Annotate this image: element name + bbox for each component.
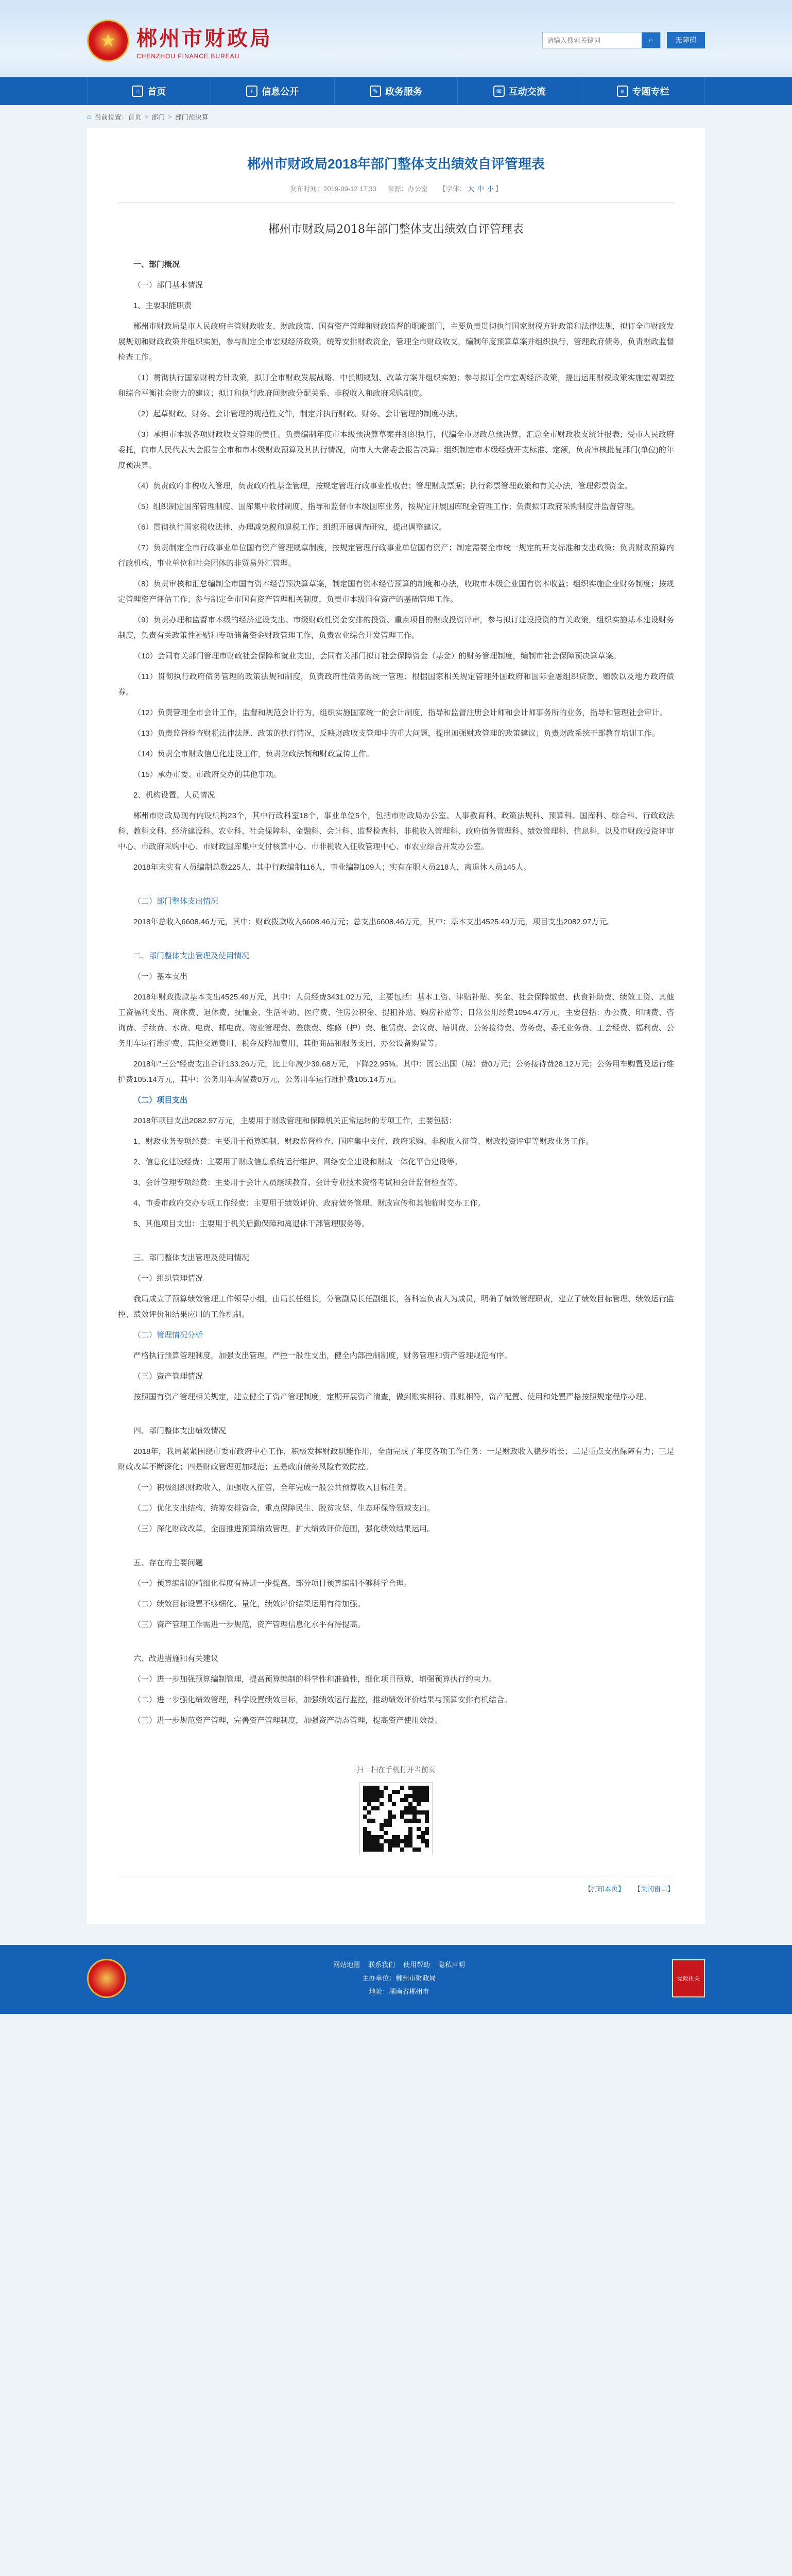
print-button[interactable]: 【打印本页】: [584, 1885, 625, 1893]
barrier-free-button[interactable]: 无障碍: [667, 32, 705, 48]
footer-link[interactable]: 使用帮助: [403, 1961, 431, 1969]
article-paragraph: （10）会同有关部门管理市财政社会保障和就业支出，会同有关部门拟订社会保障资金（基金）的财务管理制度，编制市社会保障预决算草案。: [133, 652, 621, 660]
document-subtitle: 郴州市财政局2018年部门整体支出绩效自评管理表: [268, 223, 524, 236]
article-paragraph: （二）部门整体支出情况: [133, 897, 219, 906]
article-paragraph: 2018年末实有人员编制总数225人，其中行政编制116人，事业编制109人；实有在职人员218人，离退休人员145人。: [133, 863, 531, 872]
qr-title: 扫一扫在手机打开当前页: [356, 1766, 436, 1774]
article-paragraph: 2018年项目支出2082.97万元，主要用于财政管理和保障机关正常运转的专项工作，主要包括：: [133, 1116, 457, 1125]
gov-badge[interactable]: 党政机关: [672, 1959, 705, 1997]
search-input[interactable]: [543, 33, 642, 47]
breadcrumb-separator: >: [168, 112, 172, 121]
article-paragraph: 2018年，我局紧紧围绕市委市政府中心工作，积极发挥财政职能作用，全面完成了年度各项工作任务：一是财政收入稳步增长；二是重点支出保障有力；三是财政改革不断深化；四是财政管理更加规范；五是政府债务风险有效防控。: [118, 1447, 674, 1471]
search-box: [542, 32, 661, 48]
article-paragraph: （15）承办市委、市政府交办的其他事项。: [133, 770, 281, 779]
article-paragraph: 2、信息化建设经费：主要用于财政信息系统运行维护、网络安全建设和财政一体化平台建设等。: [133, 1158, 462, 1166]
article-paragraph: （4）负责政府非税收入管理，负责政府性基金管理，按规定管理行政事业性收费；管理财政票据；执行彩票管理政策和有关办法，管理彩票资金。: [133, 482, 632, 490]
footer-address: 地址：湖南省郴州市: [369, 1988, 429, 1995]
article-paragraph: （二）项目支出: [133, 1096, 188, 1105]
footer-links: [142, 1958, 657, 1972]
nav-item-0[interactable]: [87, 77, 211, 105]
breadcrumb-budget[interactable]: 部门预决算: [175, 113, 209, 121]
qr-area: [118, 1765, 674, 1855]
font-size-small[interactable]: 小: [487, 185, 494, 193]
site-title: 郴州市财政局: [136, 26, 272, 50]
article-body: [118, 257, 674, 1728]
nav-item-label: 信息公开: [262, 87, 299, 97]
article-paragraph: 1、财政业务专项经费：主要用于预算编制、财政监督检查、国库集中支付、政府采购、非税收入征管、财政投资评审等财政业务工作。: [133, 1137, 594, 1146]
nav-item-2[interactable]: [335, 77, 458, 105]
site-header: [0, 0, 792, 77]
article-paragraph: （二）绩效目标设置不够细化、量化，绩效评价结果运用有待加强。: [133, 1600, 366, 1608]
nav-item-label: 政务服务: [385, 87, 422, 97]
footer-link[interactable]: 隐私声明: [438, 1961, 466, 1969]
nav-item-label: 专题专栏: [632, 87, 669, 97]
article-paragraph: （7）负责制定全市行政事业单位国有资产管理规章制度，按规定管理行政事业单位国有资产；制定需要全市统一规定的开支标准和支出政策；负责财政预算内行政机构、事业单位和社会团体的非贸易外汇管理。: [118, 544, 674, 568]
search-icon: ⌕: [648, 36, 653, 44]
article-paragraph: 四、部门整体支出绩效情况: [133, 1427, 227, 1435]
nav-item-label: 互动交流: [508, 87, 546, 97]
qr-code-icon: [359, 1782, 433, 1855]
breadcrumb-home[interactable]: 首页: [128, 113, 142, 121]
column-icon: ≡: [617, 86, 628, 97]
font-size-large[interactable]: 大: [467, 185, 474, 193]
article-paragraph: （2）起草财政、财务、会计管理的规范性文件，制定并执行财政、财务、会计管理的制度办法。: [133, 410, 462, 418]
footer-link[interactable]: 联系我们: [368, 1961, 395, 1969]
publish-date: 发布时间：2019-09-12 17:33: [290, 185, 376, 193]
article-paragraph: （三）进一步规范资产管理，完善资产管理制度，加强资产动态管理，提高资产使用效益。: [133, 1716, 443, 1725]
article-paragraph: 三、部门整体支出管理及使用情况: [133, 1253, 250, 1262]
article-paragraph: （12）负责管理全市会计工作，监督和规范会计行为，组织实施国家统一的会计制度，指导和监督注册会计师和会计师事务所的业务，指导和管理社会审计。: [133, 708, 667, 717]
article-paragraph: 3、会计管理专项经费：主要用于会计人员继续教育、会计专业技术资格考试和会计监督检查等。: [133, 1178, 462, 1187]
paragraph-spacer: [118, 1638, 674, 1651]
article-paragraph: （一）组织管理情况: [133, 1274, 203, 1283]
article-card: [87, 128, 705, 1924]
article-paragraph: 2018年总收入6608.46万元，其中：财政拨款收入6608.46万元；总支出6608.46万元，其中：基本支出4525.49万元，项目支出2082.97万元。: [133, 918, 615, 926]
site-footer: [0, 1945, 792, 2014]
article-paragraph: 按照国有资产管理相关规定，建立健全了资产管理制度，定期开展资产清查，做到账实相符、账账相符，资产配置、使用和处置严格按照规定程序办理。: [133, 1393, 651, 1401]
nav-item-4[interactable]: [581, 77, 705, 105]
article-paragraph: （11）贯彻执行政府债务管理的政策法规和制度，负责政府性债务的统一管理；根据国家相关规定管理外国政府和国际金融组织贷款、赠款以及地方政府债券。: [118, 672, 674, 697]
search-button[interactable]: [642, 32, 660, 48]
site-logo[interactable]: [87, 20, 272, 62]
article-paragraph: 郴州市财政局是市人民政府主管财政收支、财政政策、国有资产管理和财政监督的职能部门，主要负责贯彻执行国家财税方针政策和法律法规，拟订全市财政发展规划和财政政策并组织实施，参与制定全市宏观经济政策，统筹安排财政资金，管理全市财政收支，编制年度预算草案并组织执行，管理政府债务，负责财政监督检查工作。: [118, 322, 675, 362]
site-subtitle: CHENZHOU FINANCE BUREAU: [136, 52, 240, 60]
footer-sponsor: 主办单位：郴州市财政局: [362, 1974, 436, 1982]
paragraph-spacer: [118, 1237, 674, 1250]
main-nav: [0, 77, 792, 105]
breadcrumb-separator: >: [144, 112, 149, 121]
breadcrumb-dept[interactable]: 部门: [151, 113, 165, 121]
article-paragraph: 1、主要职能职责: [133, 301, 192, 310]
article-paragraph: （5）组织制定国库管理制度、国库集中收付制度，指导和监督市本级国库业务，按规定开展国库现金管理工作；负责拟订政府采购制度并监督管理。: [133, 502, 640, 511]
article-paragraph: （8）负责审核和汇总编制全市国有资本经营预决算草案，制定国有资本经营预算的制度和办法，收取市本级企业国有资本收益；组织实施企业财务制度；按规定管理资产评估工作；参与制定全市国有资产管理相关制度，负责市本级国有资产的基础管理工作。: [118, 580, 674, 604]
article-paragraph: （二）进一步强化绩效管理，科学设置绩效目标，加强绩效运行监控，推动绩效评价结果与预算安排有机结合。: [133, 1696, 512, 1704]
article-paragraph: 二、部门整体支出管理及使用情况: [133, 952, 250, 960]
article-paragraph: 一、部门概况: [133, 260, 180, 269]
info-icon: i: [246, 86, 257, 97]
paragraph-spacer: [118, 935, 674, 948]
article-paragraph: 4、市委市政府交办专项工作经费：主要用于绩效评价、政府债务管理、财政宣传和其他临时交办工作。: [133, 1199, 486, 1208]
paragraph-spacer: [118, 880, 674, 894]
article-paragraph: （一）基本支出: [133, 972, 188, 981]
article-paragraph: （一）预算编制的精细化程度有待进一步提高，部分项目预算编制不够科学合理。: [133, 1579, 412, 1588]
article-meta: [118, 183, 674, 203]
article-paragraph: （6）贯彻执行国家税收法律，办理减免税和退税工作；组织开展调查研究，提出调整建议。: [133, 523, 447, 532]
close-window-button[interactable]: 【关闭窗口】: [633, 1885, 674, 1893]
chat-icon: ✉: [493, 86, 505, 97]
article-paragraph: （一）进一步加强预算编制管理，提高预算编制的科学性和准确性，细化项目预算，增强预算执行约束力。: [133, 1675, 497, 1684]
article-paragraph: 2018年"三公"经费支出合计133.26万元，比上年减少39.68万元，下降22.95%。其中：因公出国（境）费0万元；公务接待费28.12万元；公务用车购置及运行维护费105.14万元，其中：公务用车购置费0万元，公务用车运行维护费105.14万元。: [118, 1060, 674, 1084]
article-paragraph: （3）承担市本级各项财政收支管理的责任。负责编制年度市本级预决算草案并组织执行，代编全市财政总预决算，汇总全市财政收支统计报表；受市人民政府委托，向市人民代表大会报告全市和市本级财政预算及其执行情况，向市人大常委会报告决算；组织制定市本级经费开支标准、定额，负责审核批复部门(单位)的年度预决算。: [118, 430, 674, 470]
article-paragraph: 五、存在的主要问题: [133, 1558, 203, 1567]
home-icon: ⌂: [132, 86, 143, 97]
location-icon: ⌂: [87, 112, 92, 121]
article-paragraph: 2、机构设置、人员情况: [133, 791, 215, 800]
national-emblem-icon: ★: [87, 20, 129, 62]
nav-item-3[interactable]: [458, 77, 581, 105]
article-source: 来源：办公室: [387, 185, 428, 193]
article-paragraph: 5、其他项目支出：主要用于机关后勤保障和离退休干部管理服务等。: [133, 1219, 370, 1228]
paragraph-spacer: [118, 1410, 674, 1423]
article-paragraph: （9）负责办理和监督市本级的经济建设支出、市级财政性资金安排的投资、重点项目的财政投资评审，参与拟订建设投资的有关政策，组织实施基本建设财务制度，负责有关政策性补贴和专项储备资金财政管理工作，负责农业综合开发管理工作。: [118, 616, 674, 640]
article-paragraph: （1）贯彻执行国家财税方针政策，拟订全市财政发展战略、中长期规划、改革方案并组织实施；参与拟订全市宏观经济政策，提出运用财税政策实施宏观调控和综合平衡社会财力的建议；拟订和执行政府间财政分配关系、非税收入和政府采购制度。: [118, 374, 674, 398]
footer-emblem-icon: [87, 1959, 126, 1998]
article-paragraph: （三）深化财政改革，全面推进预算绩效管理，扩大绩效评价范围，强化绩效结果运用。: [133, 1524, 435, 1533]
article-paragraph: 2018年财政拨款基本支出4525.49万元，其中：人员经费3431.02万元，主要包括：基本工资、津贴补贴、奖金、社会保障缴费、伙食补助费、绩效工资、其他工资福利支出、离休费、退休费、抚恤金、生活补助、医疗费、住房公积金、提租补贴、购房补贴等；日常公用经费1094.47万元，主要包括：办公费、印刷费、咨询费、手续费、水费、电费、邮电费、物业管理费、差旅费、维修（护）费、租赁费、会议费、培训费、公务接待费、劳务费、委托业务费、工会经费、福利费、公务用车运行维护费、其他交通费用、税金及附加费用、其他商品和服务支出、办公设备购置等。: [118, 993, 675, 1048]
font-size-control: 【字体： 大 中 小 】: [439, 185, 502, 193]
nav-item-label: 首页: [147, 87, 166, 97]
footer-link[interactable]: 网站地图: [333, 1961, 360, 1969]
article-paragraph: 郴州市财政局现有内设机构23个，其中行政科室18个，事业单位5个，包括市财政局办公室、人事教育科、政策法规科、预算科、国库科、综合科、行政政法科、教科文科、经济建设科、农业科、社会保障科、金融科、会计科、监督检查科、非税收入管理科、政府债务管理科、绩效管理科、信息科，以及市财政投资评审中心、市政府采购中心、市财政国库集中支付核算中心、市非税收入征收管理中心、市农业综合开发办公室。: [118, 811, 675, 851]
article-paragraph: （二）管理情况分析: [133, 1331, 203, 1340]
article-paragraph: 严格执行预算管理制度，加强支出管理，严控一般性支出，健全内部控制制度，财务管理和资产管理规范有序。: [133, 1351, 512, 1360]
print-bar: [118, 1876, 674, 1893]
font-size-medium[interactable]: 中: [477, 185, 484, 193]
breadcrumb-label: 当前位置：: [94, 113, 128, 121]
article-paragraph: （一）积极组织财政收入，加强收入征管，全年完成一般公共预算收入目标任务。: [133, 1483, 412, 1492]
article-paragraph: （一）部门基本情况: [133, 281, 203, 290]
nav-item-1[interactable]: [211, 77, 335, 105]
breadcrumb: [87, 105, 705, 128]
service-icon: ✎: [370, 86, 381, 97]
article-paragraph: （13）负责监督检查财税法律法规、政策的执行情况，反映财政收支管理中的重大问题，提出加强财政管理的政策建议；负责财政系统干部教育培训工作。: [133, 729, 660, 738]
article-paragraph: （三）资产管理情况: [133, 1372, 203, 1381]
article-paragraph: 我局成立了预算绩效管理工作领导小组，由局长任组长，分管副局长任副组长，各科室负责人为成员，明确了绩效管理职责，建立了绩效目标管理、绩效运行监控、绩效评价和结果应用的工作机制。: [118, 1295, 675, 1319]
article-paragraph: （三）资产管理工作需进一步规范，资产管理信息化水平有待提高。: [133, 1620, 366, 1629]
article-paragraph: （14）负责全市财政信息化建设工作，负责财政法制和财政宣传工作。: [133, 750, 374, 758]
article-paragraph: 六、改进措施和有关建议: [133, 1654, 219, 1663]
article-title: 郴州市财政局2018年部门整体支出绩效自评管理表: [247, 156, 545, 172]
paragraph-spacer: [118, 1542, 674, 1555]
article-paragraph: （二）优化支出结构，统筹安排资金，重点保障民生、脱贫攻坚、生态环保等领域支出。: [133, 1504, 435, 1513]
